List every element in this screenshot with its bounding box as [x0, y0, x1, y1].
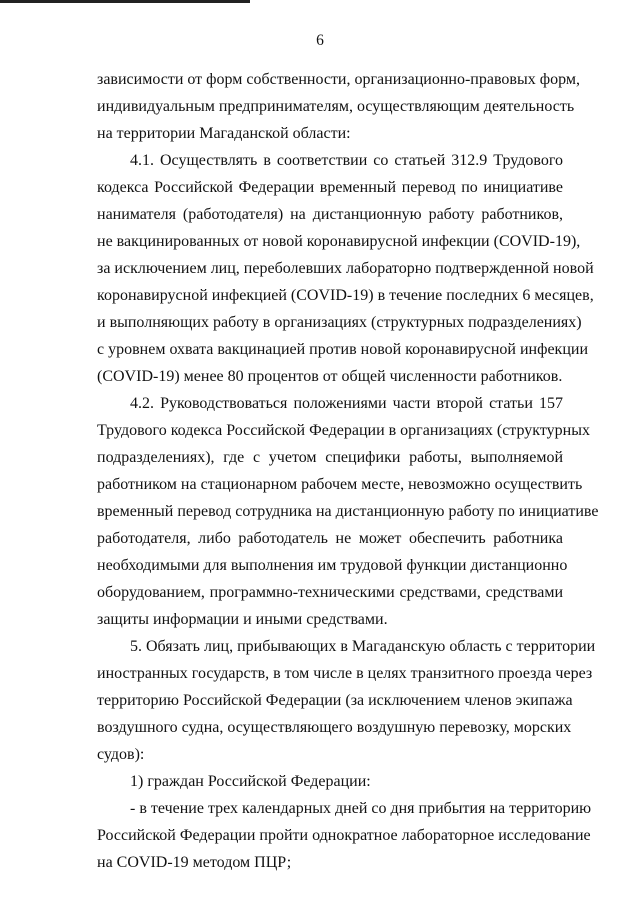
- text-line: - в течение трех календарных дней со дня прибытия на территорию: [130, 800, 592, 817]
- text-line: временный перевод сотрудника на дистанционную работу по инициативе: [97, 503, 599, 520]
- top-edge-rule: [0, 0, 250, 3]
- text-line: необходимыми для выполнения им трудовой функции дистанционно: [97, 557, 568, 574]
- text-line: 5. Обязать лиц, прибывающих в Магаданскую область с территории: [130, 638, 596, 655]
- text-line: нанимателя (работодателя) на дистанционную работу работников,: [97, 206, 563, 223]
- text-line: территорию Российской Федерации (за исключением членов экипажа: [97, 692, 573, 709]
- text-line: Российской Федерации пройти однократное лабораторное исследование: [97, 827, 591, 844]
- text-line: коронавирусной инфекцией (COVID-19) в течение последних 6 месяцев,: [97, 287, 594, 304]
- page-number: 6: [316, 32, 324, 49]
- text-line: с уровнем охвата вакцинацией против новой коронавирусной инфекции: [97, 341, 589, 358]
- text-line: защиты информации и иными средствами.: [97, 611, 388, 628]
- text-line: 1) граждан Российской Федерации:: [130, 773, 371, 790]
- text-line: подразделениях), где с учетом специфики работы, выполняемой: [97, 449, 563, 466]
- text-line: оборудованием, программно-техническими средствами, средствами: [97, 584, 563, 601]
- text-line: не вакцинированных от новой коронавирусной инфекции (COVID-19),: [97, 233, 581, 250]
- text-line: судов):: [97, 746, 145, 763]
- text-line: на COVID-19 методом ПЦР;: [97, 854, 292, 871]
- text-line: воздушного судна, осуществляющего воздушную перевозку, морских: [97, 719, 572, 736]
- text-line: работодателя, либо работодатель не может обеспечить работника: [97, 530, 563, 547]
- text-line: иностранных государств, в том числе в целях транзитного проезда через: [97, 665, 593, 682]
- text-line: и выполняющих работу в организациях (структурных подразделениях): [97, 314, 582, 331]
- text-line: кодекса Российской Федерации временный перевод по инициативе: [97, 179, 563, 196]
- text-line: 4.2. Руководствоваться положениями части второй статьи 157: [130, 395, 563, 412]
- text-line: работником на стационарном рабочем месте, невозможно осуществить: [97, 476, 583, 493]
- text-line: Трудового кодекса Российской Федерации в организациях (структурных: [97, 422, 590, 439]
- text-line: 4.1. Осуществлять в соответствии со статьей 312.9 Трудового: [130, 152, 563, 169]
- text-line: на территории Магаданской области:: [97, 125, 351, 142]
- text-line: зависимости от форм собственности, организационно-правовых форм,: [97, 71, 580, 88]
- text-line: (COVID-19) менее 80 процентов от общей численности работников.: [97, 368, 563, 385]
- text-line: индивидуальным предпринимателям, осуществляющим деятельность: [97, 98, 575, 115]
- text-line: за исключением лиц, переболевших лабораторно подтвержденной новой: [97, 260, 594, 277]
